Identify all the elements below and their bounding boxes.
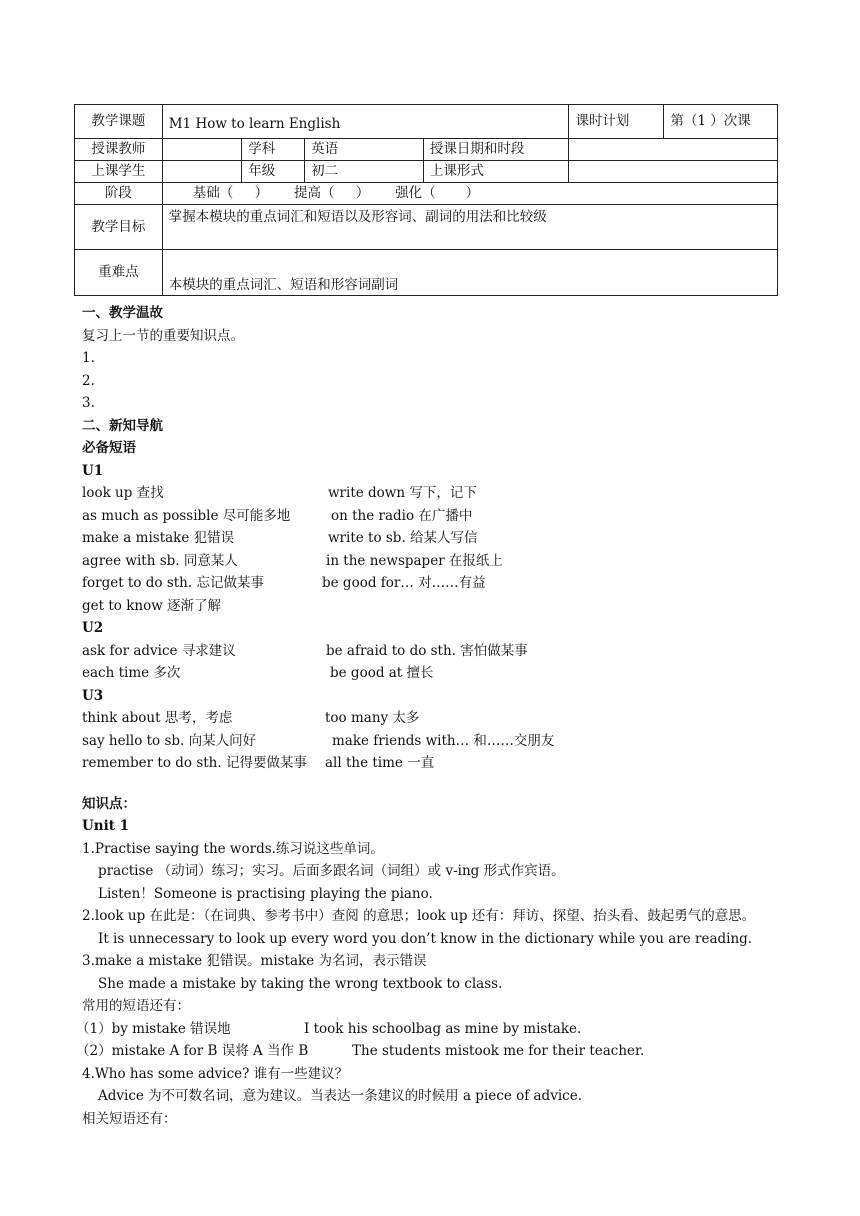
phrase-row xyxy=(82,662,812,685)
goal-label: 教学目标 xyxy=(75,205,163,250)
phrase: get to know 逐渐了解 xyxy=(82,597,222,614)
stage-label: 阶段 xyxy=(75,183,163,205)
point-3-phrase-row xyxy=(76,1040,812,1063)
phrase-row xyxy=(82,527,812,550)
example: I took his schoolbag as mine by mistake. xyxy=(304,1020,582,1037)
phrase: write to sb. 给某人写信 xyxy=(328,530,478,546)
phrase: write down 写下，记下 xyxy=(328,485,477,501)
point-1: 1.Practise saying the words.练习说这些单词。 xyxy=(82,840,384,857)
phrase: forget to do sth. 忘记做某事 xyxy=(82,575,264,591)
point-4-related: 相关短语还有： xyxy=(82,1110,177,1127)
point-3-common: 常用的短语还有： xyxy=(82,998,190,1014)
form-label: 上课形式 xyxy=(423,161,569,183)
subject-label: 学科 xyxy=(242,139,305,161)
key-value: 本模块的重点词汇、短语和形容词副词 xyxy=(162,250,777,296)
new-heading: 二、新知导航 xyxy=(82,417,163,434)
point-3-example: She made a mistake by taking the wrong textbook to class. xyxy=(98,975,503,992)
phrase-row xyxy=(82,505,812,528)
review-item: 2. xyxy=(82,372,95,389)
point-2: 2.look up 在此是：（在词典、参考书中）查阅 的意思；look up 还有：拜访、探望、抬头看、鼓起勇气的意思。 xyxy=(82,908,756,924)
plan-label: 课时计划 xyxy=(569,105,664,139)
phrase: too many 太多 xyxy=(325,710,420,726)
phrase: （1）by mistake 错误地 xyxy=(76,1020,231,1037)
phrase: in the newspaper 在报纸上 xyxy=(326,552,503,569)
phrase: make friends with… 和……交朋友 xyxy=(332,732,555,749)
example: The students mistook me for their teacher. xyxy=(352,1043,645,1059)
point-3-phrase-row xyxy=(76,1018,812,1041)
phrase: be afraid to do sth. 害怕做某事 xyxy=(326,642,528,659)
points-heading: 知识点： xyxy=(82,795,136,812)
date-value xyxy=(569,139,778,161)
phrase: agree with sb. 同意某人 xyxy=(82,552,238,569)
goal-value: 掌握本模块的重点词汇和短语以及形容词、副词的用法和比较级 xyxy=(162,205,777,250)
phrase-row xyxy=(82,572,812,595)
phrase-row xyxy=(82,707,812,730)
subject-value: 英语 xyxy=(305,139,424,161)
lesson-number: 第（1 ）次课 xyxy=(664,105,778,139)
lesson-info-table xyxy=(74,104,778,296)
form-value xyxy=(569,161,778,183)
phrase-row xyxy=(82,595,812,618)
review-item: 1. xyxy=(82,350,95,366)
point-3: 3.make a mistake 犯错误。mistake 为名词，表示错误 xyxy=(82,953,427,969)
phrase-row xyxy=(82,550,812,573)
student-label: 上课学生 xyxy=(75,161,163,183)
phrase: be good at 擅长 xyxy=(330,665,434,681)
phrase-row xyxy=(82,752,812,775)
unit-label-u2: U2 xyxy=(82,620,104,636)
phrase: each time 多次 xyxy=(82,665,181,681)
review-heading: 一、教学温故 xyxy=(82,305,163,321)
phrase: （2）mistake A for B 误将 A 当作 B xyxy=(76,1043,309,1059)
phrase-row xyxy=(82,640,812,663)
phrase: ask for advice 寻求建议 xyxy=(82,642,236,659)
phrase: on the radio 在广播中 xyxy=(331,507,473,524)
point-4: 4.Who has some advice? 谁有一些建议？ xyxy=(82,1065,349,1082)
phrase: look up 查找 xyxy=(82,485,164,501)
phrase: be good for… 对……有益 xyxy=(322,575,486,591)
stage-value: 基础（ ） 提高（ ） 强化（ ） xyxy=(162,183,777,205)
point-4-note: Advice 为不可数名词，意为建议。当表达一条建议的时候用 a piece of advice. xyxy=(98,1088,582,1104)
phrase: remember to do sth. 记得要做某事 xyxy=(82,755,307,771)
point-2-example: It is unnecessary to look up every word you don’t know in the dictionary while you are reading. xyxy=(98,930,753,947)
phrase: think about 思考，考虑 xyxy=(82,710,233,726)
unit-label-u3: U3 xyxy=(82,687,104,704)
phrase-row xyxy=(82,730,812,753)
unit-label-u1: U1 xyxy=(82,462,104,479)
lesson-content xyxy=(76,302,812,1130)
teacher-label: 授课教师 xyxy=(75,139,163,161)
phrase: say hello to sb. 向某人问好 xyxy=(82,732,257,749)
point-1-note: practise （动词）练习；实习。后面多跟名词（词组）或 v-ing 形式作宾语。 xyxy=(98,863,565,879)
topic-value: M1 How to learn English xyxy=(162,105,569,139)
grade-label: 年级 xyxy=(242,161,305,183)
phrase: make a mistake 犯错误 xyxy=(82,530,235,546)
review-intro: 复习上一节的重要知识点。 xyxy=(82,327,244,344)
key-label: 重难点 xyxy=(75,250,163,296)
phrases-heading: 必备短语 xyxy=(82,440,136,456)
student-value xyxy=(162,161,241,183)
review-item: 3. xyxy=(82,395,95,411)
date-label: 授课日期和时段 xyxy=(423,139,569,161)
grade-value: 初二 xyxy=(305,161,424,183)
phrase: as much as possible 尽可能多地 xyxy=(82,507,291,524)
phrase-row xyxy=(82,482,812,505)
teacher-value xyxy=(162,139,241,161)
phrase: all the time 一直 xyxy=(325,755,435,771)
points-unit: Unit 1 xyxy=(82,818,130,834)
point-1-example: Listen！Someone is practising playing the piano. xyxy=(98,885,433,902)
topic-label: 教学课题 xyxy=(75,105,163,139)
